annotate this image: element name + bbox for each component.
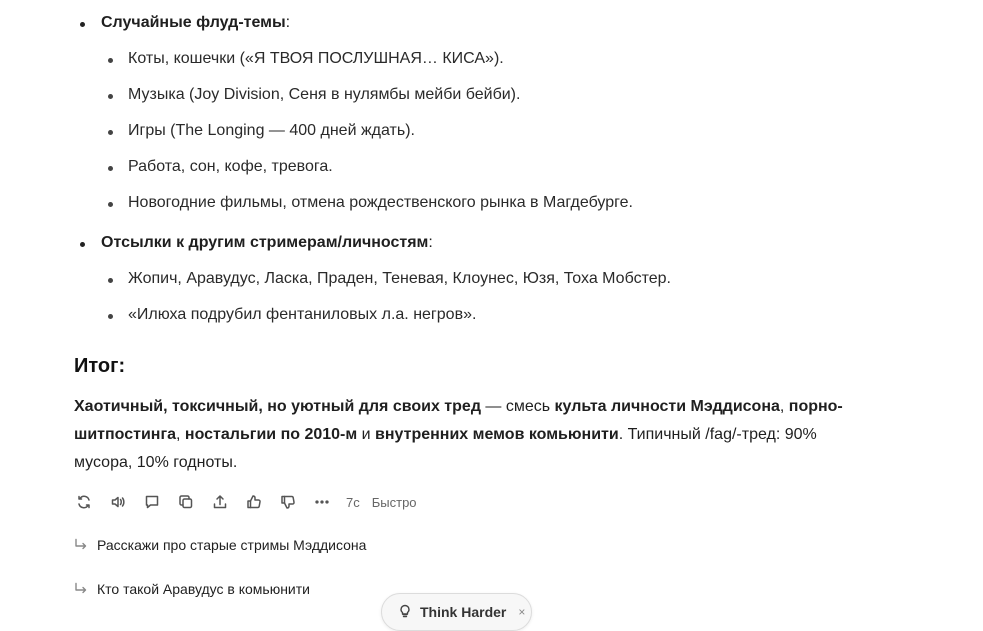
followup-suggestion[interactable]: Расскажи про старые стримы Мэддисона: [74, 537, 366, 553]
read-aloud-button[interactable]: [108, 492, 128, 512]
bullet-icon: [108, 94, 113, 99]
bullet-icon: [108, 202, 113, 207]
followup-suggestion[interactable]: Кто такой Аравудус в комьюнити: [74, 581, 310, 597]
reply-arrow-icon: [74, 538, 88, 552]
comment-button[interactable]: [142, 492, 162, 512]
thumbs-up-icon: [246, 494, 262, 510]
response-time: 7с: [346, 494, 360, 510]
comment-icon: [144, 494, 160, 510]
copy-icon: [178, 494, 194, 510]
thumbs-down-icon: [280, 494, 296, 510]
bullet-icon: [80, 22, 85, 27]
bullet-icon: [108, 278, 113, 283]
response-mode: Быстро: [371, 494, 417, 510]
bullet-icon: [108, 58, 113, 63]
list-heading: Случайные флуд-темы: [101, 14, 286, 31]
more-icon: [314, 494, 330, 510]
regenerate-button[interactable]: [74, 492, 94, 512]
copy-button[interactable]: [176, 492, 196, 512]
list-heading: Отсылки к другим стримерам/личностям: [101, 234, 429, 251]
regenerate-icon: [76, 494, 92, 510]
bullet-icon: [80, 242, 85, 247]
share-button[interactable]: [210, 492, 230, 512]
message-actions: [74, 492, 429, 512]
speaker-icon: [110, 494, 126, 510]
more-button[interactable]: [312, 492, 332, 512]
thumbs-up-button[interactable]: [244, 492, 264, 512]
reply-arrow-icon: [74, 582, 88, 596]
bullet-icon: [108, 166, 113, 171]
summary-heading: Итог:: [74, 355, 126, 377]
thumbs-down-button[interactable]: [278, 492, 298, 512]
think-harder-label: Think Harder: [420, 604, 507, 620]
bullet-icon: [108, 314, 113, 319]
lightbulb-icon: [398, 604, 412, 621]
summary-paragraph: Хаотичный, токсичный, но уютный для своих тред — смесь культа личности Мэддисона, порно-шитпостинга, ностальгии по 2010-м и внутренних мемов комьюнити. Типичный /fag/-тред: 90% мусора, 10% годноты.: [74, 398, 843, 471]
think-harder-button[interactable]: [381, 593, 532, 631]
bullet-icon: [108, 130, 113, 135]
share-icon: [212, 494, 228, 510]
close-icon[interactable]: ×: [518, 605, 526, 619]
